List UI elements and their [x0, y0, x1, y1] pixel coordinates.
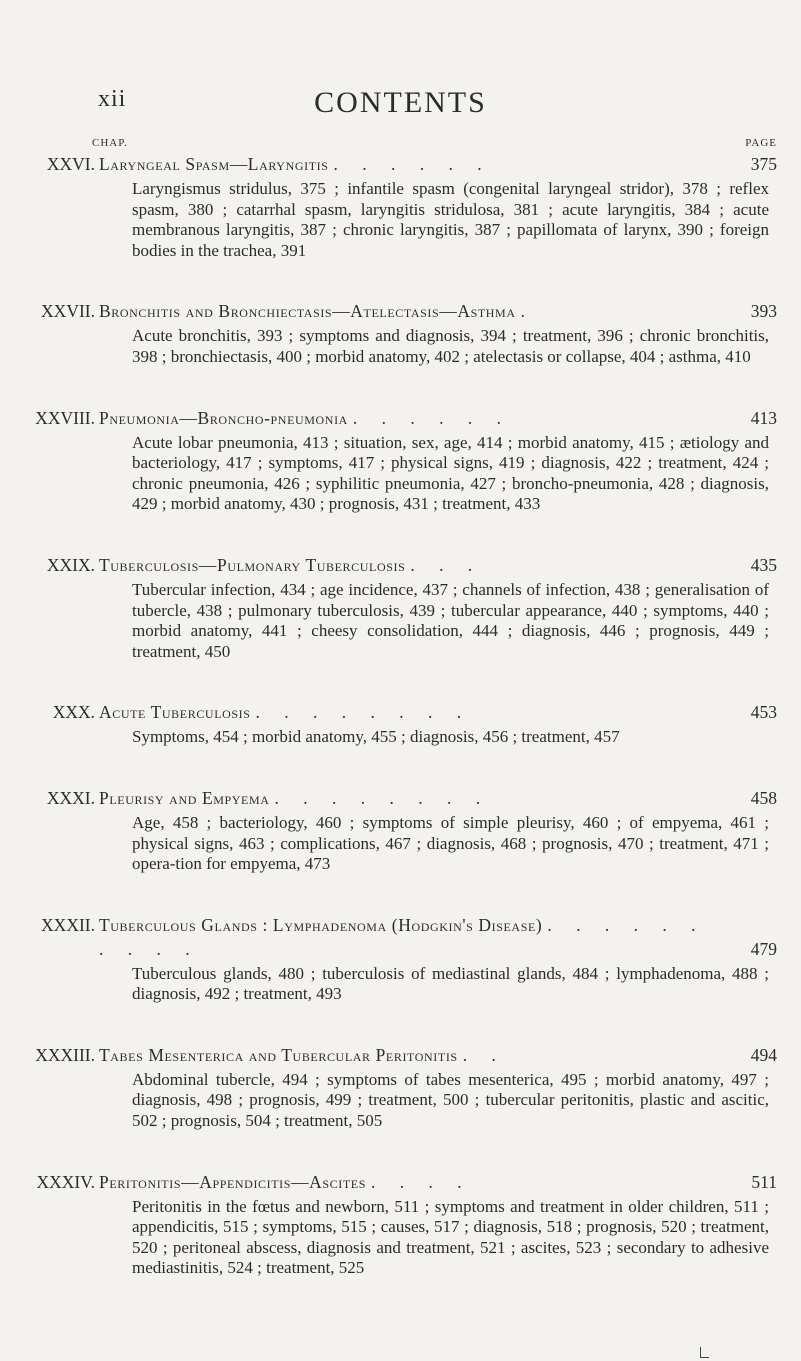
contents-entry: [0, 700, 801, 748]
chapter-title: [99, 1170, 731, 1194]
contents-entry: [0, 553, 801, 662]
leader-dots: . . . .: [370, 1171, 472, 1192]
chapter-number: XXVI.: [46, 154, 95, 174]
leader-dots: . .: [462, 1044, 506, 1065]
chapter-title: [99, 406, 731, 430]
chapter-number: XXXII.: [41, 914, 95, 935]
chapter-number: XXXI.: [46, 787, 95, 808]
chapter-number: XXVIII.: [35, 407, 95, 428]
entry-title-line: [0, 1170, 801, 1194]
chapter-title: [99, 700, 731, 724]
chapter-description: Peritonitis in the fœtus and newborn, 511 ; symptoms and treatment in older children, 511 ; appendicitis, 515 ; symptoms, 515 ; causes, 517 ; diagnosis, 518 ; prognosis, 520 ; treatment, 520 ; peritoneal abscess, diagnosis and treatment, 521 ; ascites, 523 ; secondary to adhesive mediastinitis, 524 ; treatment, 525: [132, 1196, 769, 1278]
chapter-title: [99, 786, 731, 810]
page-number: 479: [750, 938, 777, 959]
chapter-number: XXXIII.: [35, 1044, 95, 1065]
folio: xii: [98, 86, 127, 112]
chapter-column-head: CHAP.: [92, 137, 128, 149]
chapter-title: [99, 913, 731, 961]
chapter-description: Age, 458 ; bacteriology, 460 ; symptoms of simple pleurisy, 460 ; of empyema, 461 ; physical signs, 463 ; complications, 467 ; diagnosis, 468 ; prognosis, 470 ; treatment, 471 ; opera-tion for empyema, 473: [132, 812, 769, 874]
chapter-description: Tubercular infection, 434 ; age incidence, 437 ; channels of infection, 438 ; generalisation of tubercle, 438 ; pulmonary tuberculosis, 439 ; tubercular appearance, 440 ; symptoms, 440 ; morbid anatomy, 441 ; cheesy consolidation, 444 ; diagnosis, 446 ; prognosis, 449 ; treatment, 450: [132, 579, 769, 661]
contents-entry: [0, 786, 801, 875]
leader-dots: . . . . . . . . . .: [99, 914, 706, 959]
leader-dots: . . . . . . . .: [274, 787, 491, 808]
page-number: 494: [750, 1044, 777, 1065]
page-column-head: PAGE: [745, 137, 777, 149]
leader-dots: . . . . . .: [352, 407, 512, 428]
page-number: 375: [750, 154, 777, 174]
chapter-description: Abdominal tubercle, 494 ; symptoms of tabes mesenterica, 495 ; morbid anatomy, 497 ; diagnosis, 498 ; prognosis, 499 ; treatment, 500 ; tubercular peritonitis, plastic and ascitic, 502 ; prognosis, 504 ; treatment, 505: [132, 1069, 769, 1131]
chapter-title-text: Peritonitis—Appendicitis—Ascites: [99, 1171, 366, 1192]
chapter-description: Acute bronchitis, 393 ; symptoms and diagnosis, 394 ; treatment, 396 ; chronic bronchitis, 398 ; bronchiectasis, 400 ; morbid anatomy, 402 ; atelectasis or collapse, 404 ; asthma, 410: [132, 326, 769, 366]
entry-title-line: [0, 553, 801, 577]
chapter-title: [99, 553, 731, 577]
chapter-title-text: Pneumonia—Broncho-pneumonia: [99, 407, 348, 428]
chapter-number: XXVII.: [41, 301, 95, 322]
page-number: 435: [750, 554, 777, 575]
chapter-title-text: Pleurisy and Empyema: [99, 787, 270, 808]
entry-title-line: [0, 913, 801, 961]
contents-entry: [0, 406, 801, 515]
contents-entry: [0, 913, 801, 1005]
contents-list: [0, 152, 801, 1279]
chapter-title-text: Acute Tuberculosis: [99, 702, 251, 723]
entry-title-line: [0, 700, 801, 724]
chapter-description: Acute lobar pneumonia, 413 ; situation, sex, age, 414 ; morbid anatomy, 415 ; ætiology and bacteriology, 417 ; symptoms, 417 ; physical signs, 419 ; diagnosis, 422 ; treatment, 424 ; chronic pneumonia, 426 ; syphilitic pneumonia, 427 ; broncho-pneumonia, 428 ; diagnosis, 429 ; morbid anatomy, 430 ; prognosis, 431 ; treatment, 433: [132, 432, 769, 514]
contents-entry: [0, 152, 801, 261]
chapter-title: [99, 152, 731, 176]
chapter-title-text: Bronchitis and Bronchiectasis—Atelectasis—Asthma: [99, 301, 516, 322]
chapter-title-text: Tuberculosis—Pulmonary Tuberculosis: [99, 554, 406, 575]
chapter-description: Laryngismus stridulus, 375 ; infantile spasm (congenital laryngeal stridor), 378 ; reflex spasm, 380 ; catarrhal spasm, laryngitis stridulosa, 381 ; acute laryngitis, 384 ; acute membranous laryngitis, 387 ; chronic laryngitis, 387 ; papillomata of larynx, 390 ; foreign bodies in the trachea, 391: [132, 179, 769, 260]
page-number: 511: [751, 1171, 777, 1192]
chapter-description: Tuberculous glands, 480 ; tuberculosis of mediastinal glands, 484 ; lymphadenoma, 488 ; diagnosis, 492 ; treatment, 493: [132, 963, 769, 1004]
leader-dots: . . . . . . . .: [255, 702, 472, 723]
entry-title-line: [0, 299, 801, 323]
page-header: [0, 86, 801, 126]
chapter-title: [99, 1043, 731, 1067]
page-number: 458: [750, 787, 777, 808]
page-title: CONTENTS: [314, 86, 487, 119]
chapter-title-text: Tabes Mesenterica and Tubercular Peritonitis: [99, 1044, 458, 1065]
leader-dots: . . . . . .: [333, 154, 492, 174]
contents-entry: [0, 299, 801, 367]
chapter-title-text: Laryngeal Spasm—Laryngitis: [99, 154, 329, 174]
page-number: 413: [750, 407, 777, 428]
entry-title-line: [0, 1043, 801, 1067]
entry-title-line: [0, 406, 801, 430]
leader-dots: . . .: [410, 554, 483, 575]
page-number: 393: [750, 301, 777, 322]
chapter-description: Symptoms, 454 ; morbid anatomy, 455 ; diagnosis, 456 ; treatment, 457: [132, 727, 620, 747]
contents-entry: [0, 1043, 801, 1132]
chapter-number: XXIX.: [46, 554, 95, 575]
leader-dots: .: [520, 301, 535, 322]
contents-entry: [0, 1170, 801, 1279]
chapter-number: XXXIV.: [36, 1171, 95, 1192]
chapter-number: XXX.: [52, 702, 95, 723]
entry-title-line: [0, 786, 801, 810]
entry-title-line: [0, 152, 801, 176]
page-number: 453: [750, 702, 777, 723]
corner-mark: [700, 1347, 709, 1358]
chapter-title: [99, 299, 731, 323]
chapter-title-text: Tuberculous Glands : Lymphadenoma (Hodgkin's Disease): [99, 914, 543, 935]
